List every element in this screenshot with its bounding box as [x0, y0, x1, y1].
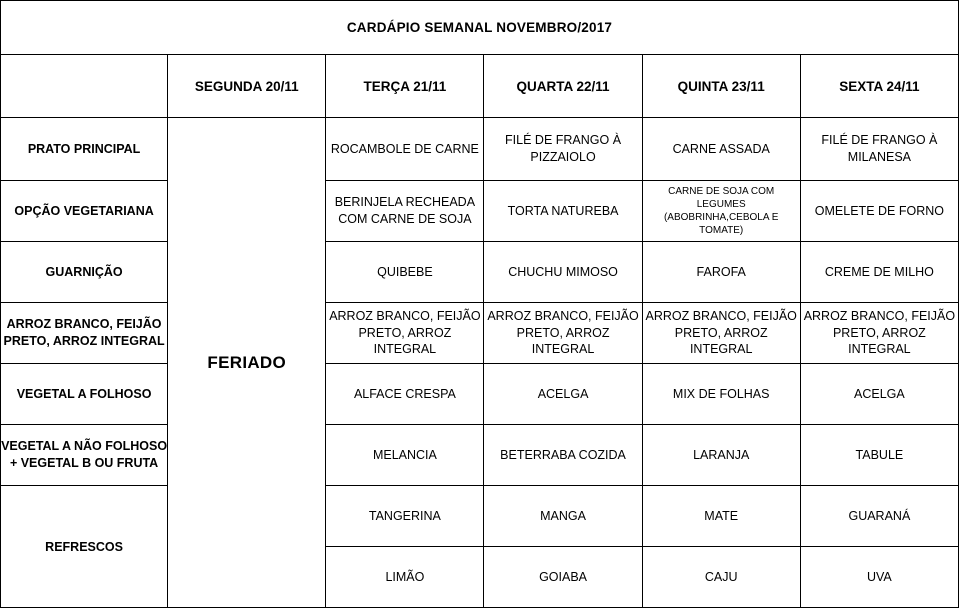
table-row	[1, 364, 959, 425]
row-label-arroz-feijao: ARROZ BRANCO, FEIJÃO PRETO, ARROZ INTEGRAL	[1, 303, 168, 364]
cell-guarnicao-quarta: CHUCHU MIMOSO	[484, 242, 642, 303]
cell-refresco2-terca: LIMÃO	[326, 547, 484, 608]
cell-prato-principal-sexta: FILÉ DE FRANGO À MILANESA	[800, 118, 958, 181]
cell-vegetal-nao-folhoso-quarta: BETERRABA COZIDA	[484, 425, 642, 486]
column-header-friday: SEXTA 24/11	[800, 55, 958, 118]
cell-refresco1-sexta: GUARANÁ	[800, 486, 958, 547]
table-row	[1, 118, 959, 181]
row-label-guarnicao: GUARNIÇÃO	[1, 242, 168, 303]
cell-vegetal-nao-folhoso-sexta: TABULE	[800, 425, 958, 486]
cell-prato-principal-terca: ROCAMBOLE DE CARNE	[326, 118, 484, 181]
cell-refresco2-quinta: CAJU	[642, 547, 800, 608]
cell-vegetal-a-folhoso-terca: ALFACE CRESPA	[326, 364, 484, 425]
table-row	[1, 425, 959, 486]
cell-arroz-feijao-quarta: ARROZ BRANCO, FEIJÃO PRETO, ARROZ INTEGRAL	[484, 303, 642, 364]
column-header-label	[1, 55, 168, 118]
row-label-vegetal-a-folhoso: VEGETAL A FOLHOSO	[1, 364, 168, 425]
row-label-prato-principal: PRATO PRINCIPAL	[1, 118, 168, 181]
row-label-refrescos: REFRESCOS	[1, 486, 168, 608]
column-header-thursday: QUINTA 23/11	[642, 55, 800, 118]
cell-vegetal-nao-folhoso-terca: MELANCIA	[326, 425, 484, 486]
cell-guarnicao-terca: QUIBEBE	[326, 242, 484, 303]
column-header-monday: SEGUNDA 20/11	[168, 55, 326, 118]
cell-refresco1-quarta: MANGA	[484, 486, 642, 547]
cell-refresco2-sexta: UVA	[800, 547, 958, 608]
cell-arroz-feijao-terca: ARROZ BRANCO, FEIJÃO PRETO, ARROZ INTEGRAL	[326, 303, 484, 364]
cell-vegetal-a-folhoso-quinta: MIX DE FOLHAS	[642, 364, 800, 425]
cell-opcao-vegetariana-quarta: TORTA NATUREBA	[484, 181, 642, 242]
cell-vegetal-a-folhoso-sexta: ACELGA	[800, 364, 958, 425]
row-label-opcao-vegetariana: OPÇÃO VEGETARIANA	[1, 181, 168, 242]
cell-guarnicao-sexta: CREME DE MILHO	[800, 242, 958, 303]
cell-opcao-vegetariana-quinta: CARNE DE SOJA COM LEGUMES (ABOBRINHA,CEBOLA E TOMATE)	[642, 181, 800, 242]
cell-arroz-feijao-quinta: ARROZ BRANCO, FEIJÃO PRETO, ARROZ INTEGRAL	[642, 303, 800, 364]
table-title-row	[1, 1, 959, 55]
row-label-vegetal-nao-folhoso: VEGETAL A NÃO FOLHOSO + VEGETAL B OU FRUTA	[1, 425, 168, 486]
table-row	[1, 303, 959, 364]
column-header-tuesday: TERÇA 21/11	[326, 55, 484, 118]
table-header-row	[1, 55, 959, 118]
cell-arroz-feijao-sexta: ARROZ BRANCO, FEIJÃO PRETO, ARROZ INTEGRAL	[800, 303, 958, 364]
page-title: CARDÁPIO SEMANAL NOVEMBRO/2017	[1, 1, 959, 55]
table-row	[1, 486, 959, 547]
cell-opcao-vegetariana-terca: BERINJELA RECHEADA COM CARNE DE SOJA	[326, 181, 484, 242]
cell-vegetal-nao-folhoso-quinta: LARANJA	[642, 425, 800, 486]
table-row	[1, 242, 959, 303]
cell-prato-principal-quarta: FILÉ DE FRANGO À PIZZAIOLO	[484, 118, 642, 181]
monday-holiday-cell: FERIADO	[168, 118, 326, 608]
cell-refresco2-quarta: GOIABA	[484, 547, 642, 608]
cell-opcao-vegetariana-sexta: OMELETE DE FORNO	[800, 181, 958, 242]
cell-vegetal-a-folhoso-quarta: ACELGA	[484, 364, 642, 425]
table-row	[1, 181, 959, 242]
cell-refresco1-terca: TANGERINA	[326, 486, 484, 547]
cell-refresco1-quinta: MATE	[642, 486, 800, 547]
column-header-wednesday: QUARTA 22/11	[484, 55, 642, 118]
cell-guarnicao-quinta: FAROFA	[642, 242, 800, 303]
cell-prato-principal-quinta: CARNE ASSADA	[642, 118, 800, 181]
